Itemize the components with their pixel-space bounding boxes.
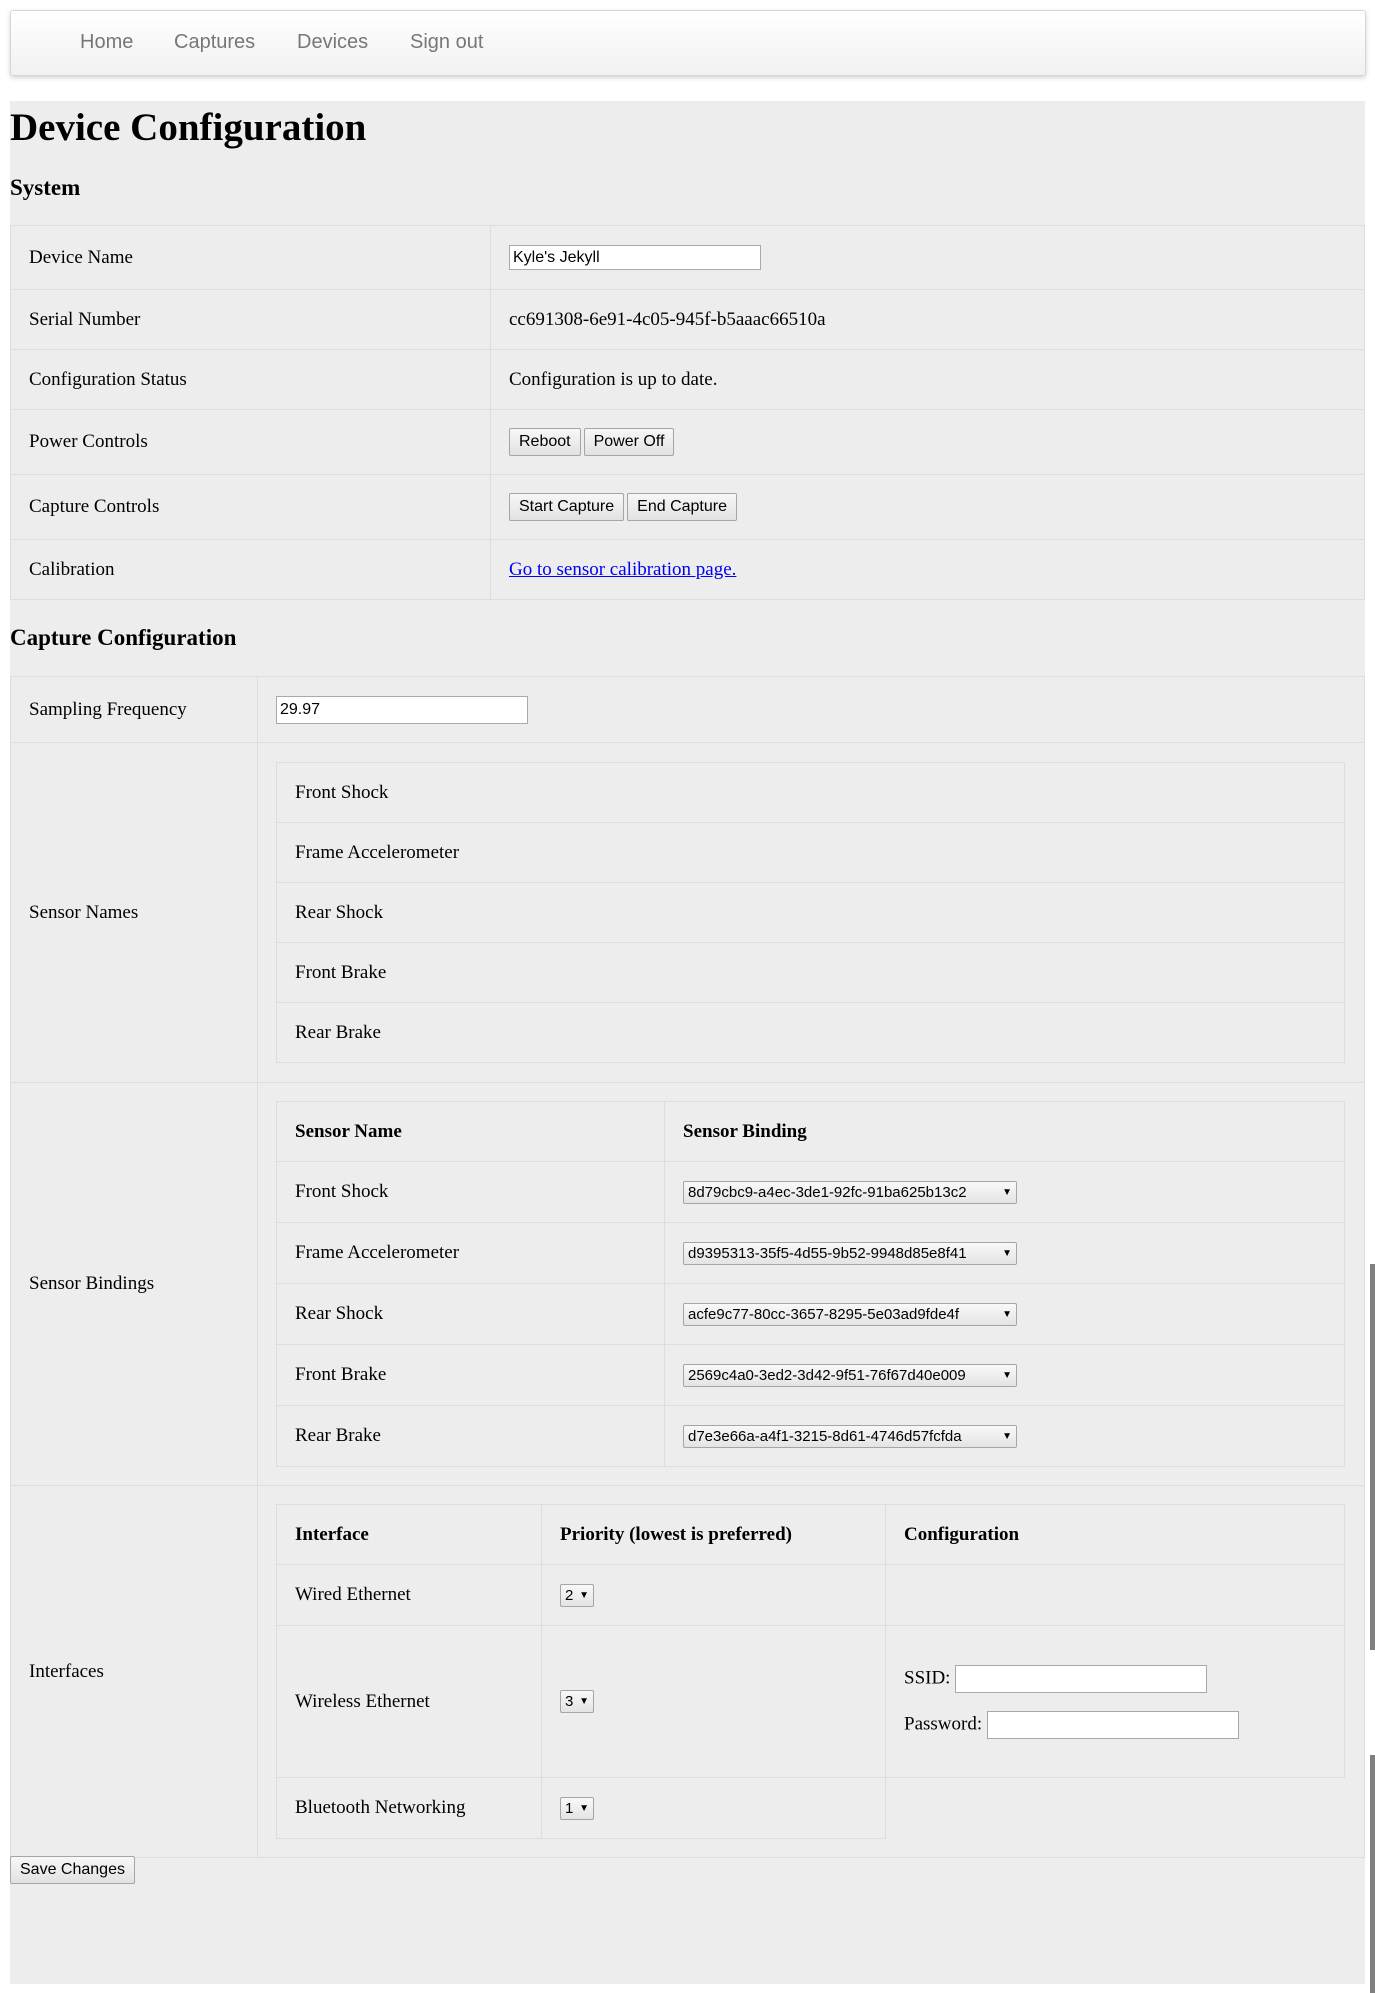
binding-select[interactable] [683, 1242, 1017, 1265]
sensor-name-header: Sensor Name [277, 1102, 665, 1162]
system-section-title: System [10, 175, 81, 200]
capture-table [10, 676, 1365, 1858]
binding-select-value: d9395313-35f5-4d55-9b52-9948d85e8f41 [688, 1244, 967, 1262]
sensor-names-label: Sensor Names [11, 743, 258, 1083]
power-controls-row [11, 410, 1365, 475]
binding-sensor-name: Rear Shock [277, 1284, 665, 1345]
binding-sensor-name: Front Shock [277, 1162, 665, 1223]
priority-header: Priority (lowest is preferred) [542, 1505, 886, 1565]
binding-row [277, 1345, 1345, 1406]
serial-number-row [11, 290, 1365, 350]
chevron-down-icon: ▼ [1002, 1308, 1012, 1320]
interface-row [277, 1626, 1345, 1778]
power-controls-label: Power Controls [11, 410, 491, 475]
sensor-name-item: Front Brake [277, 943, 1345, 1003]
binding-select[interactable] [683, 1425, 1017, 1448]
sensor-name-item: Frame Accelerometer [277, 823, 1345, 883]
ssid-input[interactable] [955, 1665, 1207, 1693]
start-capture-button[interactable]: Start Capture [509, 493, 624, 521]
interface-row [277, 1778, 1345, 1839]
binding-select[interactable] [683, 1364, 1017, 1387]
sensor-names-row [11, 743, 1365, 1083]
end-capture-button[interactable]: End Capture [627, 493, 737, 521]
power-off-button[interactable]: Power Off [584, 428, 675, 456]
interface-header: Interface [277, 1505, 542, 1565]
sensor-name-row [277, 883, 1345, 943]
binding-sensor-name: Front Brake [277, 1345, 665, 1406]
password-label: Password: [904, 1712, 983, 1734]
sensor-name-item: Rear Shock [277, 883, 1345, 943]
sampling-frequency-input[interactable] [276, 696, 528, 724]
binding-select[interactable] [683, 1181, 1017, 1204]
binding-sensor-name: Rear Brake [277, 1406, 665, 1467]
interface-config-cell [886, 1778, 1345, 1839]
system-table [10, 225, 1365, 600]
binding-row [277, 1162, 1345, 1223]
calibration-label: Calibration [11, 540, 491, 600]
wireless-config-cell [886, 1626, 1345, 1778]
config-status-row [11, 350, 1365, 410]
sensor-name-item: Front Shock [277, 763, 1345, 823]
config-status-value: Configuration is up to date. [491, 350, 1365, 410]
binding-select-value: acfe9c77-80cc-3657-8295-5e03ad9fde4f [688, 1305, 960, 1323]
sensor-bindings-table [276, 1101, 1345, 1467]
interface-name: Wireless Ethernet [277, 1626, 542, 1778]
sensor-binding-header: Sensor Binding [665, 1102, 1345, 1162]
main-content [10, 101, 1365, 1984]
navbar [10, 10, 1366, 76]
chevron-down-icon: ▼ [1002, 1247, 1012, 1259]
priority-select[interactable] [560, 1584, 594, 1607]
reboot-button[interactable]: Reboot [509, 428, 581, 456]
nav-captures-link[interactable]: Captures [174, 31, 256, 53]
config-status-label: Configuration Status [11, 350, 491, 410]
binding-sensor-name: Frame Accelerometer [277, 1223, 665, 1284]
capture-section-title: Capture Configuration [10, 625, 237, 650]
serial-number-value: cc691308-6e91-4c05-945f-b5aaac66510a [491, 290, 1365, 350]
interface-name: Bluetooth Networking [277, 1778, 542, 1839]
capture-controls-row [11, 475, 1365, 540]
save-changes-button[interactable]: Save Changes [10, 1856, 135, 1884]
page-title: Device Configuration [10, 106, 367, 149]
binding-row [277, 1284, 1345, 1345]
chevron-down-icon: ▼ [579, 1696, 589, 1708]
sensor-name-row [277, 943, 1345, 1003]
sensor-name-row [277, 823, 1345, 883]
ssid-label: SSID: [904, 1666, 951, 1688]
scrollbar-track-segment[interactable] [1370, 1755, 1375, 1993]
binding-select-value: 2569c4a0-3ed2-3d42-9f51-76f67d40e009 [688, 1366, 966, 1384]
nav-home-link[interactable]: Home [80, 31, 134, 53]
interface-row [277, 1565, 1345, 1626]
priority-select-value: 3 [565, 1693, 574, 1711]
calibration-link[interactable]: Go to sensor calibration page. [509, 558, 737, 580]
interfaces-row [11, 1486, 1365, 1858]
priority-select[interactable] [560, 1690, 594, 1713]
scrollbar-thumb[interactable] [1370, 1264, 1375, 1650]
interfaces-table [276, 1504, 1345, 1839]
interface-name: Wired Ethernet [277, 1565, 542, 1626]
calibration-row [11, 540, 1365, 600]
binding-row [277, 1223, 1345, 1284]
chevron-down-icon: ▼ [1002, 1369, 1012, 1381]
chevron-down-icon: ▼ [579, 1589, 589, 1601]
sensor-name-row [277, 1003, 1345, 1063]
sensor-name-item: Rear Brake [277, 1003, 1345, 1063]
nav-signout-link[interactable]: Sign out [410, 31, 484, 53]
binding-select[interactable] [683, 1303, 1017, 1326]
interface-config-cell [886, 1565, 1345, 1626]
device-name-row [11, 226, 1365, 290]
sensor-name-row [277, 763, 1345, 823]
binding-select-value: d7e3e66a-a4f1-3215-8d61-4746d57fcfda [688, 1427, 962, 1445]
binding-select-value: 8d79cbc9-a4ec-3de1-92fc-91ba625b13c2 [688, 1183, 967, 1201]
sensor-bindings-row [11, 1083, 1365, 1486]
configuration-header: Configuration [886, 1505, 1345, 1565]
chevron-down-icon: ▼ [579, 1802, 589, 1814]
priority-select-value: 2 [565, 1586, 574, 1604]
sampling-frequency-label: Sampling Frequency [11, 677, 258, 743]
sensor-names-table [276, 762, 1345, 1063]
sensor-bindings-label: Sensor Bindings [11, 1083, 258, 1486]
interfaces-label: Interfaces [11, 1486, 258, 1858]
priority-select-value: 1 [565, 1799, 574, 1817]
device-name-label: Device Name [11, 226, 491, 290]
serial-number-label: Serial Number [11, 290, 491, 350]
sampling-frequency-row [11, 677, 1365, 743]
chevron-down-icon: ▼ [1002, 1186, 1012, 1198]
password-input[interactable] [987, 1711, 1239, 1739]
device-name-input[interactable] [509, 245, 761, 270]
priority-select[interactable] [560, 1797, 594, 1820]
chevron-down-icon: ▼ [1002, 1430, 1012, 1442]
interfaces-header-row [277, 1505, 1345, 1565]
nav-devices-link[interactable]: Devices [297, 31, 369, 53]
capture-controls-label: Capture Controls [11, 475, 491, 540]
bindings-header-row [277, 1102, 1345, 1162]
binding-row [277, 1406, 1345, 1467]
